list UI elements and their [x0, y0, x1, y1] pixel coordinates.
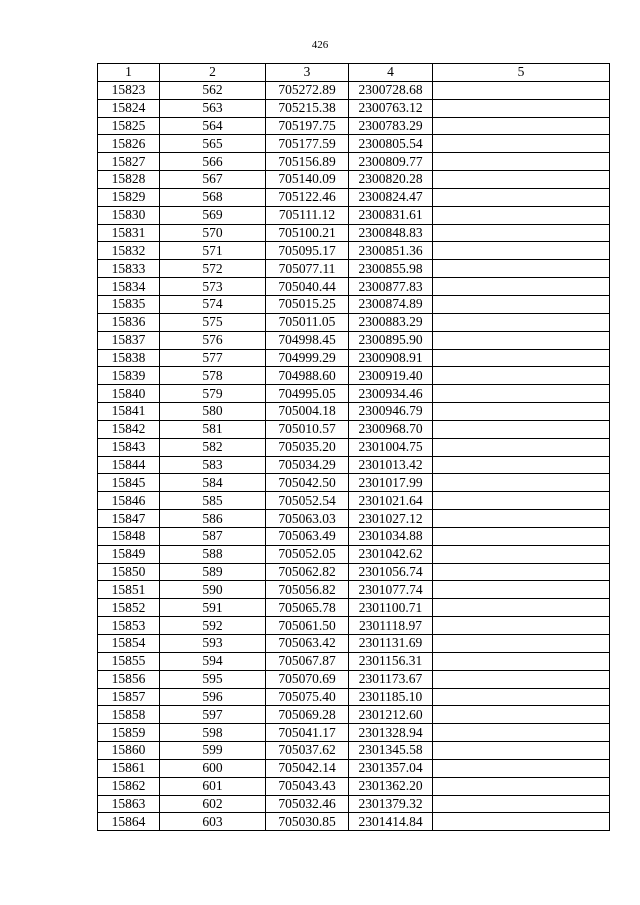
table-cell: 15848	[98, 527, 160, 545]
table-cell: 705069.28	[266, 706, 349, 724]
table-row	[98, 759, 610, 777]
table-row	[98, 777, 610, 795]
table-cell: 705197.75	[266, 117, 349, 135]
table-row	[98, 581, 610, 599]
table-cell	[433, 438, 610, 456]
table-cell	[433, 349, 610, 367]
table-row	[98, 527, 610, 545]
table-cell: 15862	[98, 777, 160, 795]
column-header: 1	[98, 64, 160, 82]
table-row	[98, 617, 610, 635]
table-row	[98, 813, 610, 831]
table-cell: 2301379.32	[349, 795, 433, 813]
table-cell: 15864	[98, 813, 160, 831]
table-cell: 15857	[98, 688, 160, 706]
table-cell: 567	[160, 171, 266, 189]
table-cell: 2301118.97	[349, 617, 433, 635]
table-cell: 705041.17	[266, 724, 349, 742]
table-cell: 2300934.46	[349, 385, 433, 403]
table-row	[98, 599, 610, 617]
table-cell: 603	[160, 813, 266, 831]
table-cell	[433, 367, 610, 385]
table-cell: 705042.14	[266, 759, 349, 777]
table-cell: 583	[160, 456, 266, 474]
table-cell: 15824	[98, 99, 160, 117]
table-cell: 15832	[98, 242, 160, 260]
table-row	[98, 420, 610, 438]
table-cell: 705011.05	[266, 313, 349, 331]
table-cell	[433, 706, 610, 724]
table-cell: 2301042.62	[349, 545, 433, 563]
table-cell	[433, 260, 610, 278]
table-cell: 595	[160, 670, 266, 688]
table-cell: 15837	[98, 331, 160, 349]
table-row	[98, 153, 610, 171]
table-cell: 705040.44	[266, 278, 349, 296]
table-cell	[433, 242, 610, 260]
table-cell	[433, 135, 610, 153]
table-cell: 705065.78	[266, 599, 349, 617]
table-cell: 582	[160, 438, 266, 456]
table-cell: 15843	[98, 438, 160, 456]
table-cell	[433, 313, 610, 331]
table-cell: 580	[160, 403, 266, 421]
table-row	[98, 795, 610, 813]
table-row	[98, 260, 610, 278]
column-header: 4	[349, 64, 433, 82]
table-cell: 2300809.77	[349, 153, 433, 171]
table-row	[98, 438, 610, 456]
table-cell: 15840	[98, 385, 160, 403]
table-cell: 2301414.84	[349, 813, 433, 831]
table-cell: 581	[160, 420, 266, 438]
table-cell: 705075.40	[266, 688, 349, 706]
table-row	[98, 510, 610, 528]
table-cell: 705010.57	[266, 420, 349, 438]
table-cell	[433, 403, 610, 421]
table-cell: 590	[160, 581, 266, 599]
table-cell: 705111.12	[266, 206, 349, 224]
table-header	[98, 64, 610, 82]
table-cell: 562	[160, 81, 266, 99]
table-cell: 15828	[98, 171, 160, 189]
table-cell: 571	[160, 242, 266, 260]
table-cell: 599	[160, 742, 266, 760]
table-cell	[433, 545, 610, 563]
table-cell	[433, 688, 610, 706]
table-cell: 15855	[98, 652, 160, 670]
table-cell	[433, 635, 610, 653]
table-row	[98, 456, 610, 474]
table-cell: 705037.62	[266, 742, 349, 760]
table-cell: 570	[160, 224, 266, 242]
table-cell: 705077.11	[266, 260, 349, 278]
page-number: 426	[311, 39, 329, 51]
table-cell: 705032.46	[266, 795, 349, 813]
table-cell: 705035.20	[266, 438, 349, 456]
table-row	[98, 135, 610, 153]
table-cell: 15845	[98, 474, 160, 492]
table-cell: 2301131.69	[349, 635, 433, 653]
table-cell: 705004.18	[266, 403, 349, 421]
table-cell: 584	[160, 474, 266, 492]
table-row	[98, 349, 610, 367]
table-cell: 15851	[98, 581, 160, 599]
table-cell: 574	[160, 295, 266, 313]
table-row	[98, 313, 610, 331]
table-cell: 2300908.91	[349, 349, 433, 367]
table-cell	[433, 295, 610, 313]
table-cell: 2301077.74	[349, 581, 433, 599]
table-cell: 591	[160, 599, 266, 617]
table-cell: 2300728.68	[349, 81, 433, 99]
table-cell: 15827	[98, 153, 160, 171]
table-row	[98, 242, 610, 260]
table-cell: 2300763.12	[349, 99, 433, 117]
table-cell: 592	[160, 617, 266, 635]
table-cell: 2301013.42	[349, 456, 433, 474]
table-cell: 705272.89	[266, 81, 349, 99]
table-cell: 2300805.54	[349, 135, 433, 153]
table-cell	[433, 777, 610, 795]
table-cell	[433, 456, 610, 474]
table-cell: 2301362.20	[349, 777, 433, 795]
table-row	[98, 635, 610, 653]
table-cell	[433, 527, 610, 545]
table-cell: 2300783.29	[349, 117, 433, 135]
table-cell: 15850	[98, 563, 160, 581]
table-row	[98, 188, 610, 206]
table-cell: 2300919.40	[349, 367, 433, 385]
table-cell: 2301212.60	[349, 706, 433, 724]
table-cell	[433, 99, 610, 117]
table-cell	[433, 224, 610, 242]
table-cell	[433, 188, 610, 206]
table-cell: 15839	[98, 367, 160, 385]
table-row	[98, 295, 610, 313]
table-cell: 2300824.47	[349, 188, 433, 206]
table-cell: 705215.38	[266, 99, 349, 117]
column-header: 3	[266, 64, 349, 82]
table-cell: 705015.25	[266, 295, 349, 313]
table-cell: 2301056.74	[349, 563, 433, 581]
table-cell	[433, 652, 610, 670]
table-cell: 15825	[98, 117, 160, 135]
table-cell: 15849	[98, 545, 160, 563]
table-cell: 705063.42	[266, 635, 349, 653]
table-cell: 704988.60	[266, 367, 349, 385]
table-row	[98, 331, 610, 349]
table-row	[98, 206, 610, 224]
table-cell: 2300851.36	[349, 242, 433, 260]
table-cell	[433, 724, 610, 742]
table-cell: 585	[160, 492, 266, 510]
table-cell: 15830	[98, 206, 160, 224]
table-row	[98, 403, 610, 421]
table-cell: 572	[160, 260, 266, 278]
table-cell: 15833	[98, 260, 160, 278]
table-cell: 597	[160, 706, 266, 724]
table-cell: 2300883.29	[349, 313, 433, 331]
table-row	[98, 474, 610, 492]
table-cell: 598	[160, 724, 266, 742]
table-cell: 2301156.31	[349, 652, 433, 670]
table-cell	[433, 278, 610, 296]
table-cell: 2301357.04	[349, 759, 433, 777]
table-cell: 576	[160, 331, 266, 349]
table-cell: 705063.49	[266, 527, 349, 545]
table-row	[98, 652, 610, 670]
table-cell: 589	[160, 563, 266, 581]
table-row	[98, 742, 610, 760]
table-cell: 705056.82	[266, 581, 349, 599]
table-cell: 579	[160, 385, 266, 403]
table-cell	[433, 385, 610, 403]
table-cell: 15829	[98, 188, 160, 206]
table-row	[98, 688, 610, 706]
table-cell: 705156.89	[266, 153, 349, 171]
table-row	[98, 724, 610, 742]
table-row	[98, 706, 610, 724]
table-cell	[433, 795, 610, 813]
table-cell	[433, 759, 610, 777]
table-cell	[433, 670, 610, 688]
header-row	[98, 64, 610, 82]
table-cell: 568	[160, 188, 266, 206]
table-cell: 594	[160, 652, 266, 670]
table-cell: 578	[160, 367, 266, 385]
table-cell: 705043.43	[266, 777, 349, 795]
table-cell: 2300968.70	[349, 420, 433, 438]
table-cell: 586	[160, 510, 266, 528]
table-body	[98, 81, 610, 830]
table-cell	[433, 563, 610, 581]
table-cell: 2300855.98	[349, 260, 433, 278]
table-cell	[433, 153, 610, 171]
table-cell: 2301004.75	[349, 438, 433, 456]
table-cell: 15858	[98, 706, 160, 724]
table-cell: 569	[160, 206, 266, 224]
table-cell: 15853	[98, 617, 160, 635]
table-cell	[433, 117, 610, 135]
table-cell: 2301021.64	[349, 492, 433, 510]
table-cell: 704998.45	[266, 331, 349, 349]
table-cell: 2300877.83	[349, 278, 433, 296]
table-cell: 565	[160, 135, 266, 153]
table-cell: 705070.69	[266, 670, 349, 688]
table-cell: 15841	[98, 403, 160, 421]
table-cell: 2300895.90	[349, 331, 433, 349]
table-cell	[433, 492, 610, 510]
table-cell: 2301034.88	[349, 527, 433, 545]
table-cell	[433, 420, 610, 438]
table-cell: 15838	[98, 349, 160, 367]
table-cell	[433, 742, 610, 760]
table-cell: 2300848.83	[349, 224, 433, 242]
table-cell	[433, 510, 610, 528]
table-cell: 2301185.10	[349, 688, 433, 706]
table-cell: 705067.87	[266, 652, 349, 670]
table-cell: 705095.17	[266, 242, 349, 260]
table-row	[98, 99, 610, 117]
table-cell: 705052.54	[266, 492, 349, 510]
table-row	[98, 492, 610, 510]
table-cell: 15823	[98, 81, 160, 99]
table-cell: 705061.50	[266, 617, 349, 635]
table-cell: 705122.46	[266, 188, 349, 206]
table-cell: 705062.82	[266, 563, 349, 581]
table-cell: 2300831.61	[349, 206, 433, 224]
table-cell: 705100.21	[266, 224, 349, 242]
table-row	[98, 670, 610, 688]
table-cell: 596	[160, 688, 266, 706]
table-cell: 2301017.99	[349, 474, 433, 492]
table-cell	[433, 474, 610, 492]
table-cell: 15856	[98, 670, 160, 688]
table-cell: 15847	[98, 510, 160, 528]
table-cell: 15854	[98, 635, 160, 653]
table-cell: 15846	[98, 492, 160, 510]
table-cell: 573	[160, 278, 266, 296]
table-cell: 593	[160, 635, 266, 653]
table-cell: 15834	[98, 278, 160, 296]
table-cell	[433, 81, 610, 99]
table-cell: 705063.03	[266, 510, 349, 528]
table-row	[98, 563, 610, 581]
table-cell: 705034.29	[266, 456, 349, 474]
table-cell: 705030.85	[266, 813, 349, 831]
table-row	[98, 171, 610, 189]
table-cell: 601	[160, 777, 266, 795]
table-cell: 600	[160, 759, 266, 777]
table-cell: 566	[160, 153, 266, 171]
coordinates-table	[97, 63, 610, 831]
table-cell: 15844	[98, 456, 160, 474]
table-cell	[433, 331, 610, 349]
table-cell	[433, 206, 610, 224]
table-cell: 563	[160, 99, 266, 117]
table-cell: 2301100.71	[349, 599, 433, 617]
table-cell	[433, 581, 610, 599]
table-cell: 2301027.12	[349, 510, 433, 528]
table-cell: 2301345.58	[349, 742, 433, 760]
table-cell: 705177.59	[266, 135, 349, 153]
table-cell: 15836	[98, 313, 160, 331]
table-cell: 704999.29	[266, 349, 349, 367]
table-cell	[433, 599, 610, 617]
table-cell: 588	[160, 545, 266, 563]
table-row	[98, 224, 610, 242]
table-cell: 15826	[98, 135, 160, 153]
table-cell: 2300820.28	[349, 171, 433, 189]
table-cell: 15852	[98, 599, 160, 617]
table-cell: 577	[160, 349, 266, 367]
table-cell: 2300874.89	[349, 295, 433, 313]
table-row	[98, 385, 610, 403]
table-cell: 15860	[98, 742, 160, 760]
table-row	[98, 545, 610, 563]
table-cell: 587	[160, 527, 266, 545]
table-cell: 705042.50	[266, 474, 349, 492]
table-row	[98, 278, 610, 296]
column-header: 2	[160, 64, 266, 82]
table-cell: 15835	[98, 295, 160, 313]
table-cell	[433, 171, 610, 189]
table-cell: 704995.05	[266, 385, 349, 403]
table-row	[98, 81, 610, 99]
table-cell: 575	[160, 313, 266, 331]
table-cell: 2301328.94	[349, 724, 433, 742]
table-cell: 705052.05	[266, 545, 349, 563]
column-header: 5	[433, 64, 610, 82]
table-cell: 15842	[98, 420, 160, 438]
table-cell: 564	[160, 117, 266, 135]
table-cell: 705140.09	[266, 171, 349, 189]
table-cell	[433, 813, 610, 831]
table-cell: 2301173.67	[349, 670, 433, 688]
table-cell: 15861	[98, 759, 160, 777]
table-row	[98, 367, 610, 385]
table-row	[98, 117, 610, 135]
table-cell: 15831	[98, 224, 160, 242]
table-cell: 602	[160, 795, 266, 813]
table-cell: 15859	[98, 724, 160, 742]
table-cell: 15863	[98, 795, 160, 813]
table-cell: 2300946.79	[349, 403, 433, 421]
table-cell	[433, 617, 610, 635]
